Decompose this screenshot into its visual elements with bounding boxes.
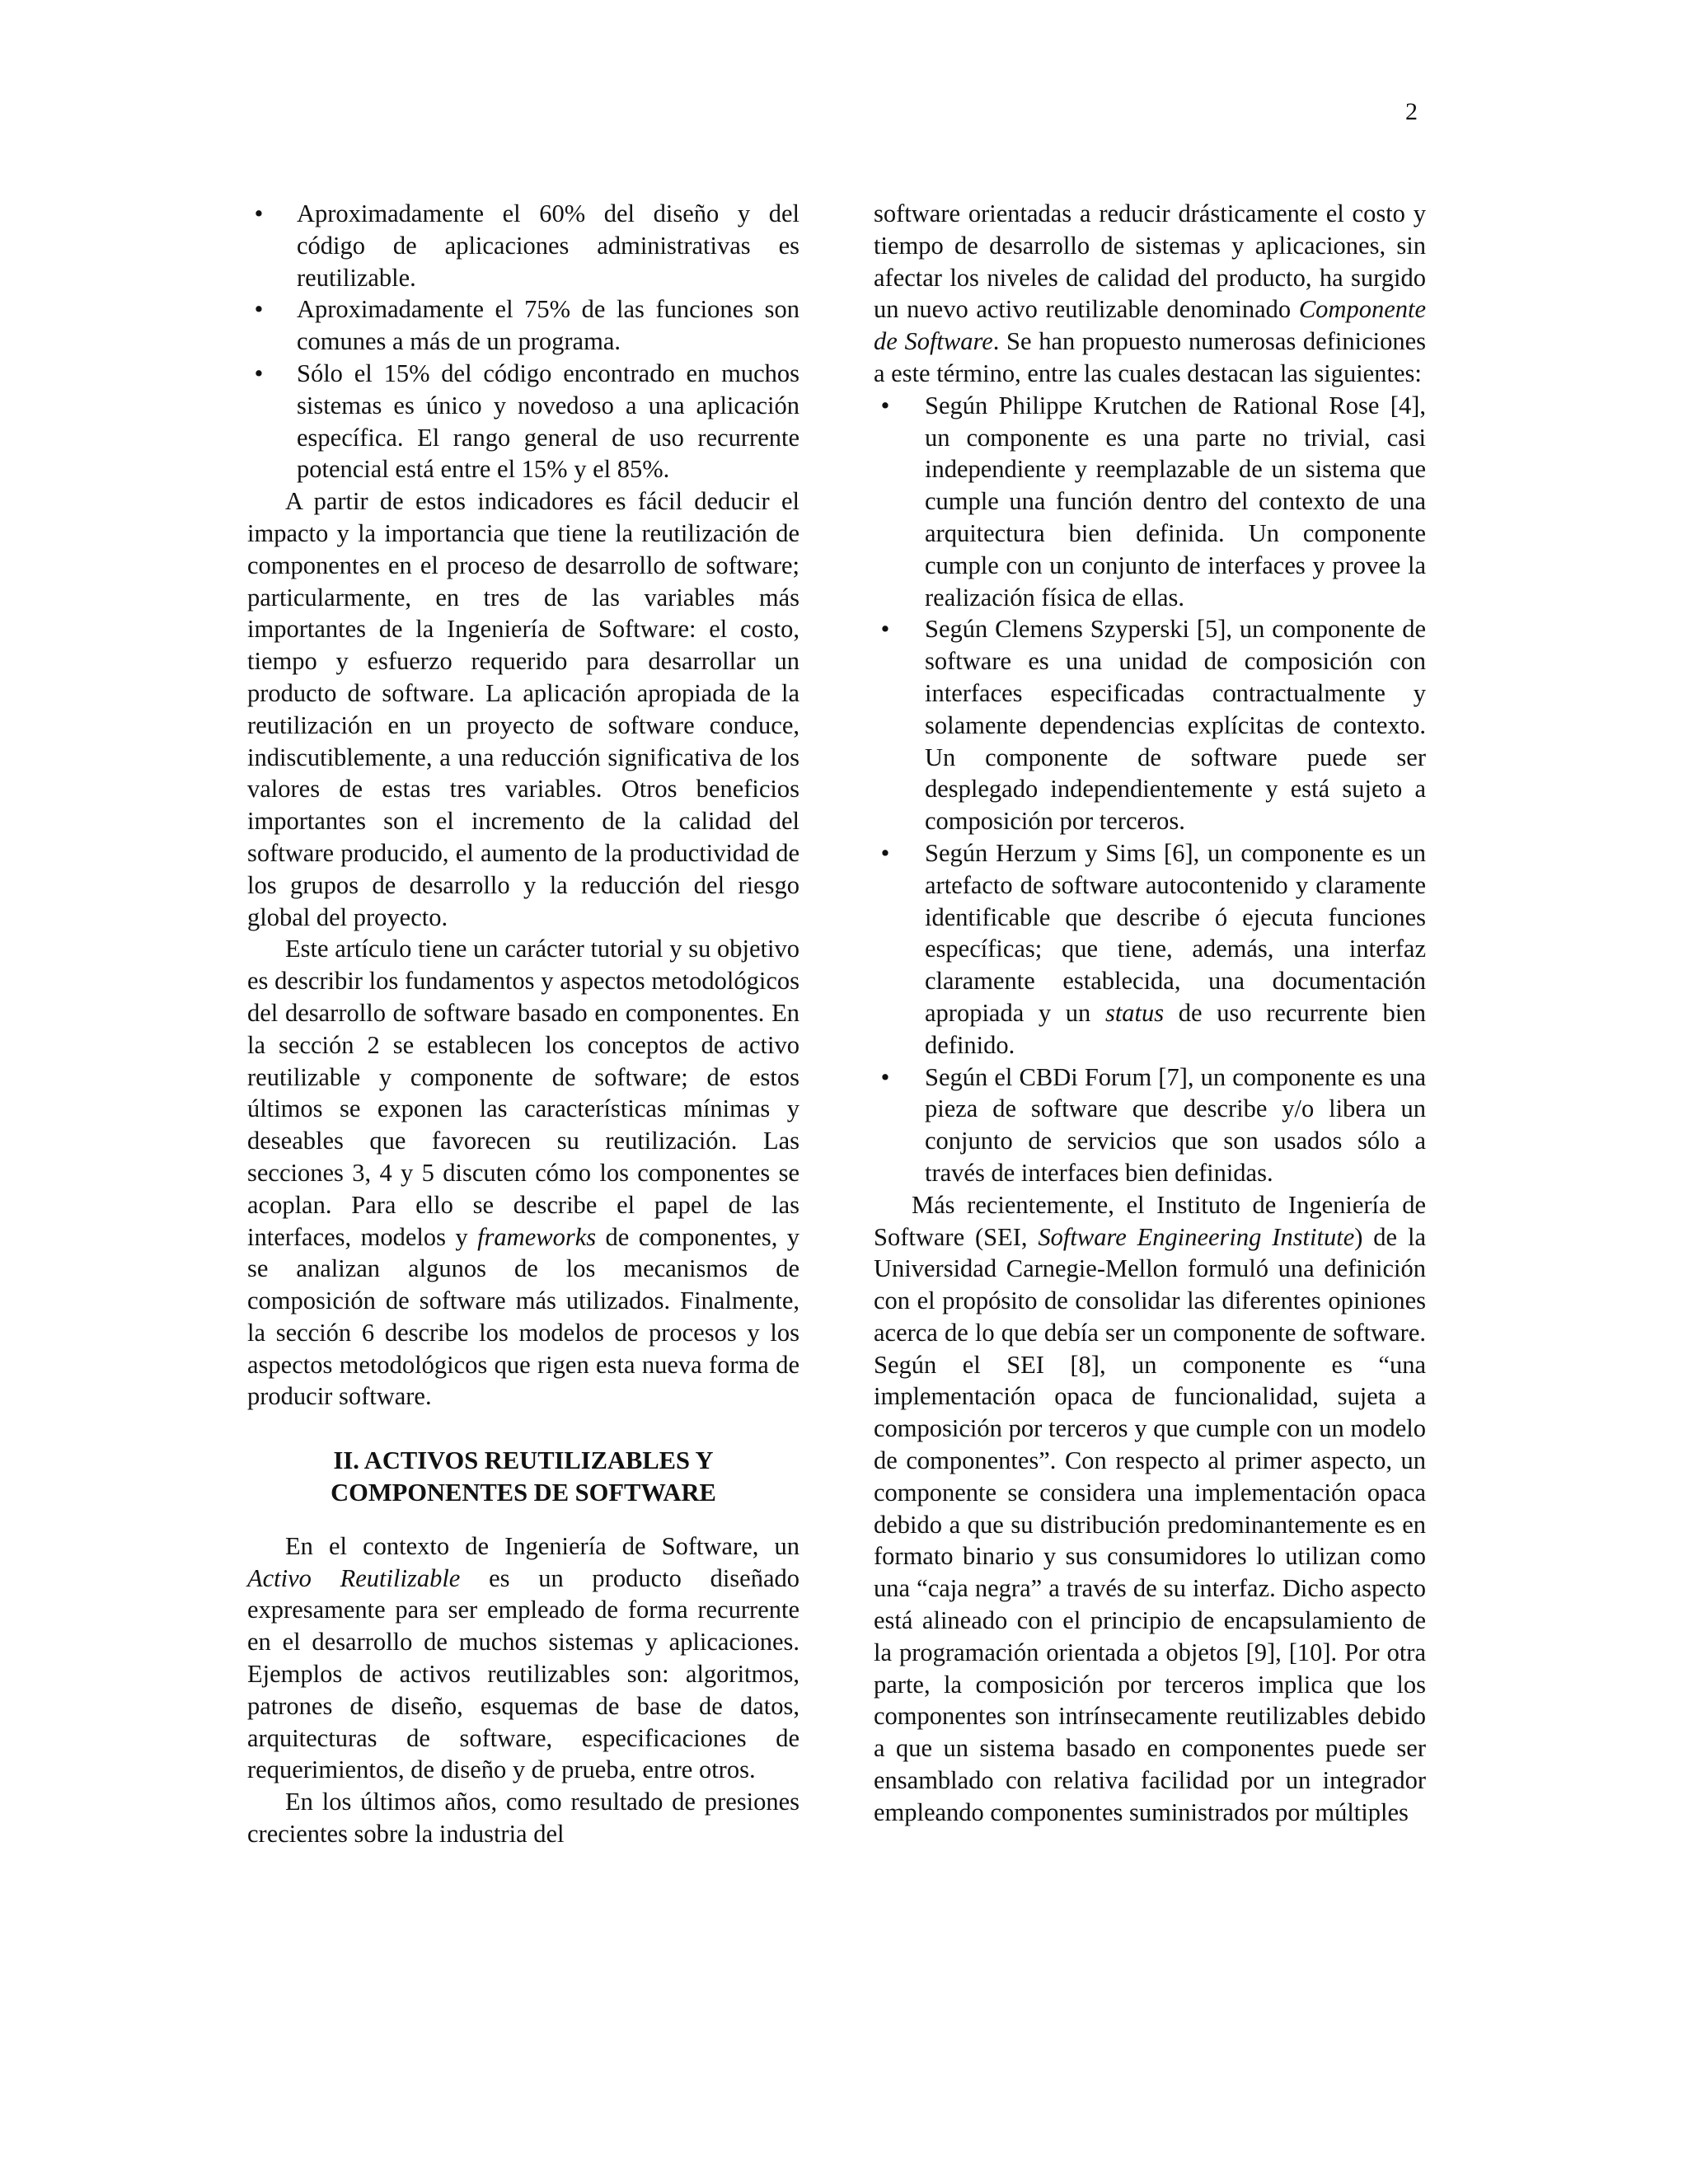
bullet-icon: • bbox=[254, 295, 264, 324]
list-item-text: Según Philippe Krutchen de Rational Rose [4], un componente es una parte no trivial, casi independiente y reemplazable de un sistema que cumple una función dentro del contexto de una arquitectura bien definida. Un componente cumple con un conjunto de interfaces y provee la realización física de ellas. bbox=[925, 391, 1426, 612]
text-run: Más recientemente, el Instituto de Ingeniería de Software (SEI, bbox=[874, 1190, 1426, 1251]
list-item bbox=[874, 1062, 1426, 1189]
text-run: es un producto diseñado expresamente para ser empleado de forma recurrente en el desarrollo de muchos sistemas y aplicaciones. Ejemplos de activos reutilizables son: algoritmos, patrones de diseño, esquemas de base de datos, arquitecturas de software, especificaciones de requerimientos, de diseño y de prueba, entre otros. bbox=[247, 1563, 799, 1784]
text-run: software orientadas a reducir drásticamente el costo y tiempo de desarrollo de sistemas y aplicaciones, sin afectar los niveles de calidad del producto, ha surgido un nuevo activo reutilizable denominado bbox=[874, 199, 1426, 324]
section-heading-line: II. ACTIVOS REUTILIZABLES Y bbox=[333, 1446, 714, 1475]
emphasis-text: Activo Reutilizable bbox=[247, 1563, 461, 1592]
list-item-text: Aproximadamente el 60% del diseño y del código de aplicaciones administrativas es reutilizable. bbox=[297, 199, 799, 292]
emphasis-text: frameworks bbox=[477, 1222, 597, 1251]
paragraph-impact: A partir de estos indicadores es fácil deducir el impacto y la importancia que tiene la reutilización de componentes en el proceso de desarrollo de software; particularmente, en tres de las variables más importantes de la Ingeniería de Software: el costo, tiempo y esfuerzo requerido para desarrollar un producto de software. La aplicación apropiada de la reutilización en un proyecto de software conduce, indiscutiblemente, a una reducción significativa de los valores de estas tres variables. Otros beneficios importantes son el incremento de la calidad del software producido, el aumento de la productividad de los grupos de desarrollo y la reducción del riesgo global del proyecto. bbox=[247, 487, 799, 931]
paragraph-continuation bbox=[874, 198, 1426, 390]
bullet-icon: • bbox=[880, 615, 890, 644]
paragraph-sei-definition bbox=[874, 1189, 1426, 1829]
paragraph-tutorial bbox=[247, 933, 799, 1413]
text-run: . Se han propuesto numerosas definiciones a este término, entre las cuales destacan las siguientes: bbox=[874, 327, 1426, 387]
list-item bbox=[874, 837, 1426, 1062]
list-item bbox=[247, 358, 799, 485]
list-item-text: Sólo el 15% del código encontrado en muchos sistemas es único y novedoso a una aplicación específica. El rango general de uso recurrente potencial está entre el 15% y el 85%. bbox=[297, 359, 799, 484]
bullet-icon: • bbox=[254, 359, 264, 387]
section-heading bbox=[247, 1445, 799, 1509]
text-run: de uso recurrente bien definido. bbox=[925, 998, 1427, 1059]
list-item-text: Según el CBDi Forum [7], un componente es una pieza de software que describe y/o libera un conjunto de servicios que son usados sólo a través de interfaces bien definidas. bbox=[925, 1062, 1426, 1187]
list-item-text: Según Clemens Szyperski [5], un componente de software es una unidad de composición con interfaces especificadas contractualmente y solamente dependencias explícitas de contexto. Un componente de software puede ser desplegado independientemente y está sujeto a composición por terceros. bbox=[925, 615, 1426, 836]
statistics-list bbox=[247, 198, 799, 485]
list-item bbox=[247, 293, 799, 358]
left-column bbox=[247, 198, 799, 1850]
bullet-icon: • bbox=[880, 1062, 890, 1091]
bullet-icon: • bbox=[880, 391, 890, 419]
emphasis-text: status bbox=[1104, 998, 1165, 1027]
page-number: 2 bbox=[1405, 98, 1418, 125]
text-run: ) de la Universidad Carnegie-Mellon formuló una definición con el propósito de consolidar las diferentes opiniones acerca de lo que debía ser un componente de software. Según el SEI [8], un componente es “una implementación opaca de funcionalidad, sujeta a composición por terceros y que cumple con un modelo de componentes”. Con respecto al primer aspecto, un componente se considera una implementación opaca debido a que su distribución predominantemente es en formato binario y sus consumidores lo utilizan como una “caja negra” a través de su interfaz. Dicho aspecto está alineado con el principio de encapsulamiento de la programación orientada a objetos [9], [10]. Por otra parte, la composición por terceros implica que los componentes son intrínsecamente reutilizables debido a que un sistema basado en componentes puede ser ensamblado con relativa facilidad por un integrador empleando componentes suministrados por múltiples bbox=[874, 1222, 1426, 1826]
list-item bbox=[247, 198, 799, 293]
list-item-text: Aproximadamente el 75% de las funciones son comunes a más de un programa. bbox=[297, 295, 799, 356]
list-item bbox=[874, 613, 1426, 837]
text-run: Según Herzum y Sims [6], un componente es un artefacto de software autocontenido y claramente identificable que describe ó ejecuta funciones específicas; que tiene, además, una interfaz claramente establecida, una documentación apropiada y un bbox=[925, 838, 1426, 1027]
definitions-list bbox=[874, 390, 1426, 1189]
list-item bbox=[874, 390, 1426, 614]
right-column bbox=[874, 198, 1426, 1829]
text-run: Este artículo tiene un carácter tutorial y su objetivo es describir los fundamentos y aspectos metodológicos del desarrollo de software basado en componentes. En la sección 2 se establecen los conceptos de activo reutilizable y componente de software; de estos últimos se exponen las características mínimas y deseables que favorecen su reutilización. Las secciones 3, 4 y 5 discuten cómo los componentes se acoplan. Para ello se describe el papel de las interfaces, modelos y bbox=[247, 935, 799, 1251]
text-run: de componentes, y se analizan algunos de los mecanismos de composición de software más utilizados. Finalmente, la sección 6 describe los modelos de procesos y los aspectos metodológicos que rigen esta nueva forma de producir software. bbox=[247, 1222, 800, 1411]
emphasis-text: Software Engineering Institute bbox=[1038, 1222, 1355, 1251]
bullet-icon: • bbox=[254, 199, 264, 227]
paragraph-reusable-asset bbox=[247, 1530, 799, 1786]
section-heading-line: COMPONENTES DE SOFTWARE bbox=[331, 1479, 716, 1507]
paragraph-recent-years: En los últimos años, como resultado de presiones crecientes sobre la industria del bbox=[247, 1788, 799, 1849]
bullet-icon: • bbox=[880, 838, 890, 867]
text-run: En el contexto de Ingeniería de Software, un bbox=[285, 1531, 799, 1560]
emphasis-text: Componente de Software bbox=[874, 295, 1427, 356]
